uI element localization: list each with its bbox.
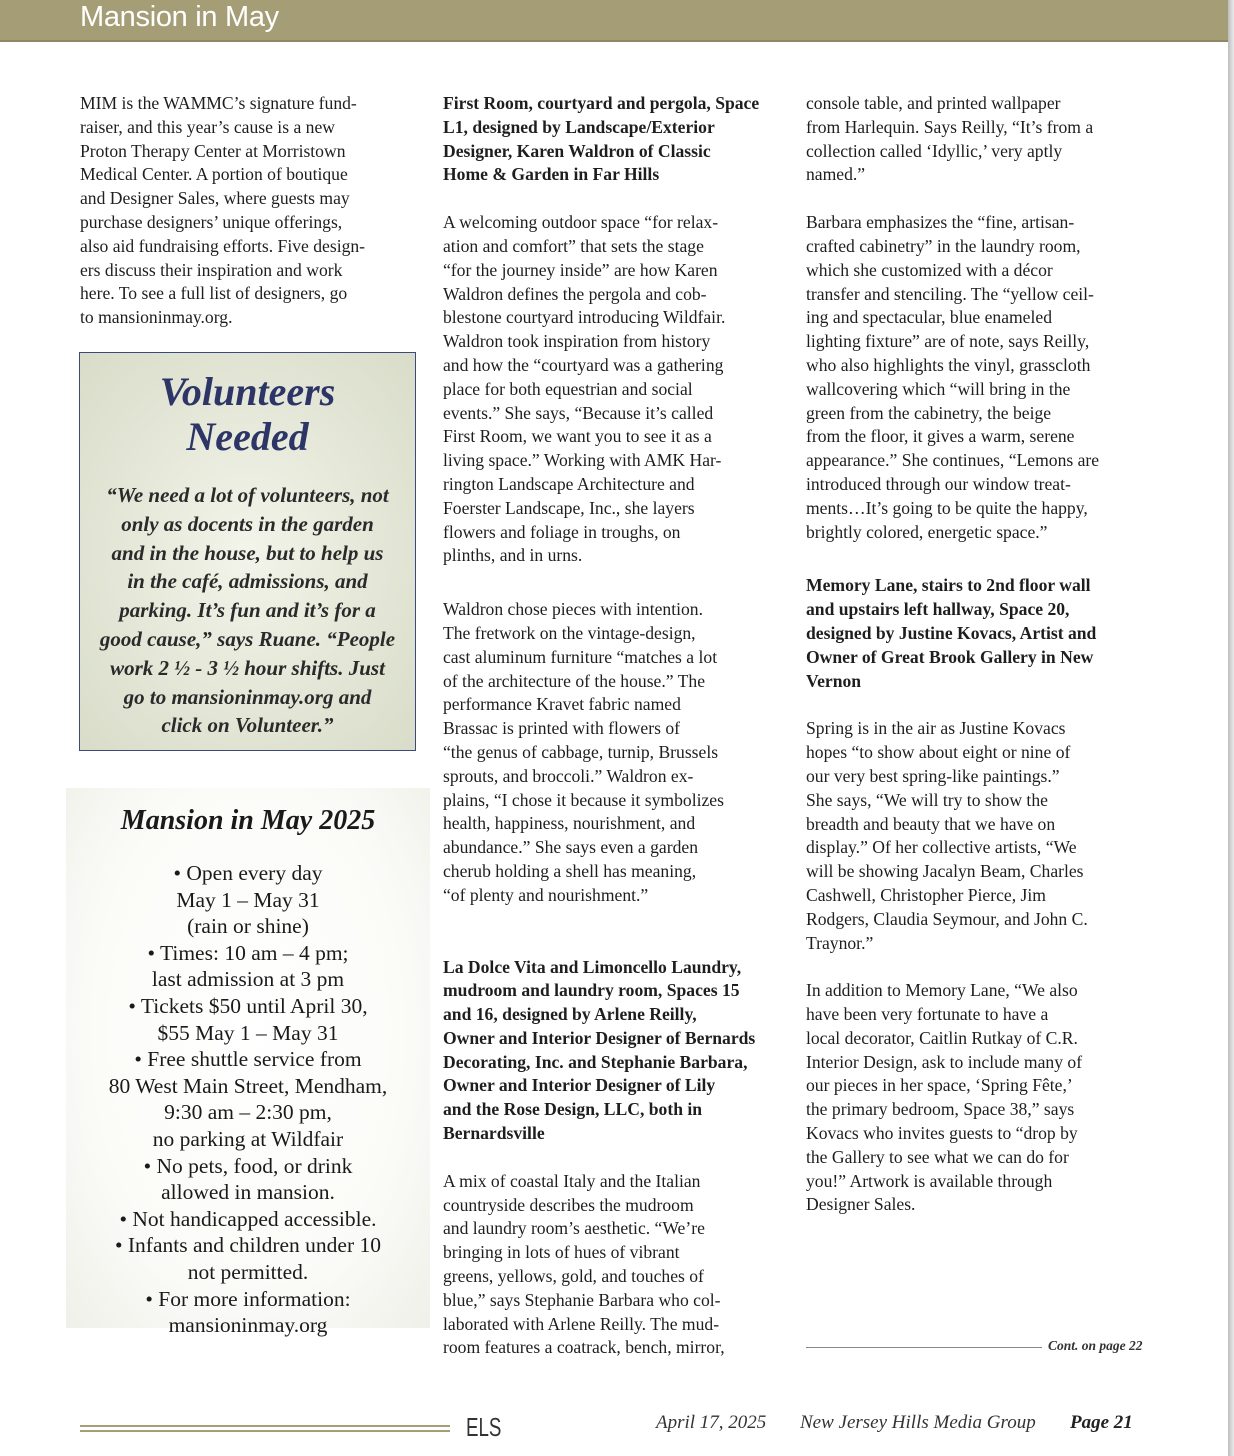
continuation-rule bbox=[806, 1347, 1042, 1348]
text-line: “for the journey inside” are how Karen bbox=[443, 259, 718, 280]
text-line: A welcoming outdoor space “for relax- bbox=[443, 212, 719, 233]
text-line: mansioninmay.org bbox=[168, 1313, 328, 1338]
text-line: • Infants and children under 10 bbox=[114, 1233, 382, 1258]
text-line: health, happiness, nourishment, and bbox=[443, 813, 696, 834]
text-line: designed by Justine Kovacs, Artist and bbox=[806, 622, 1097, 643]
article-paragraph bbox=[806, 717, 1151, 955]
text-line: Designer Sales. bbox=[806, 1194, 916, 1215]
page-number: Page 21 bbox=[1070, 1412, 1133, 1433]
text-line: Waldron chose pieces with intention. bbox=[443, 599, 703, 620]
text-line: click on Volunteer.” bbox=[161, 713, 334, 738]
text-line: and how the “courtyard was a gathering bbox=[443, 354, 724, 375]
text-line: 80 West Main Street, Mendham, bbox=[108, 1073, 388, 1098]
volunteers-quote bbox=[96, 481, 399, 740]
text-line: The fretwork on the vintage-design, bbox=[443, 622, 696, 643]
text-line: • No pets, food, or drink bbox=[143, 1153, 353, 1178]
space-heading-memory-lane bbox=[806, 574, 1151, 693]
text-line: Home & Garden in Far Hills bbox=[443, 164, 660, 185]
text-line: Decorating, Inc. and Stephanie Barbara, bbox=[443, 1051, 748, 1072]
text-line: May 1 – May 31 bbox=[176, 887, 320, 912]
space-heading-la-dolce-vita bbox=[443, 956, 785, 1146]
text-line: bringing in lots of hues of vibrant bbox=[443, 1242, 680, 1263]
text-line: last admission at 3 pm bbox=[151, 967, 345, 992]
text-line: good cause,” says Ruane. “People bbox=[99, 626, 396, 651]
text-line: to mansioninmay.org. bbox=[80, 307, 233, 328]
text-line: Rodgers, Claudia Seymour, and John C. bbox=[806, 908, 1088, 929]
text-line: the Gallery to see what we can do for bbox=[806, 1146, 1069, 1167]
text-line: Waldron took inspiration from history bbox=[443, 331, 711, 352]
text-line: from the floor, it gives a warm, serene bbox=[806, 426, 1075, 447]
text-line: work 2 ½ - 3 ½ hour shifts. Just bbox=[110, 655, 385, 680]
article-paragraph bbox=[443, 211, 785, 568]
text-line: introduced through our window treat- bbox=[806, 473, 1071, 494]
text-line: • Times: 10 am – 4 pm; bbox=[147, 940, 349, 965]
intro-paragraph bbox=[80, 92, 420, 330]
text-line: lighting fixture” are of note, says Reilly, bbox=[806, 331, 1090, 352]
text-line: “We need a lot of volunteers, not bbox=[106, 483, 389, 507]
text-line: In addition to Memory Lane, “We also bbox=[806, 980, 1078, 1001]
text-line: plinths, and in urns. bbox=[443, 545, 583, 566]
text-line: Cashwell, Christopher Pierce, Jim bbox=[806, 884, 1046, 905]
text-line: crafted cabinetry” in the laundry room, bbox=[806, 235, 1081, 256]
text-line: • Open every day bbox=[173, 861, 323, 885]
text-line: and 16, designed by Arlene Reilly, bbox=[443, 1004, 697, 1025]
text-line: $55 May 1 – May 31 bbox=[157, 1020, 339, 1045]
event-info-list bbox=[66, 860, 430, 1339]
text-line: First Room, we want you to see it as a bbox=[443, 426, 712, 447]
text-line: will be showing Jacalyn Beam, Charles bbox=[806, 861, 1084, 882]
text-line: countryside describes the mudroom bbox=[443, 1194, 694, 1215]
text-line: who also highlights the vinyl, grasscloth bbox=[806, 354, 1091, 375]
continuation-note: Cont. on page 22 bbox=[1048, 1338, 1143, 1353]
text-line: here. To see a full list of designers, go bbox=[80, 283, 348, 304]
text-line: Foerster Landscape, Inc., she layers bbox=[443, 497, 695, 518]
text-line: Owner and Interior Designer of Lily bbox=[443, 1075, 716, 1096]
text-line: named.” bbox=[806, 164, 866, 185]
text-line: greens, yellows, gold, and touches of bbox=[443, 1266, 704, 1287]
text-line: MIM is the WAMMC’s signature fund- bbox=[80, 93, 357, 113]
text-line: blestone courtyard introducing Wildfair. bbox=[443, 307, 726, 328]
column-2 bbox=[443, 92, 785, 1360]
text-line: and upstairs left hallway, Space 20, bbox=[806, 599, 1070, 620]
volunteers-title bbox=[80, 369, 415, 459]
text-line: • Free shuttle service from bbox=[134, 1047, 362, 1072]
event-info-box bbox=[66, 788, 430, 1338]
text-line: purchase designers’ unique offerings, bbox=[80, 211, 343, 232]
text-line: abundance.” She says even a garden bbox=[443, 837, 698, 858]
text-line: of the architecture of the house.” The bbox=[443, 670, 705, 691]
volunteers-title-line: Volunteers bbox=[159, 369, 336, 414]
section-title: Mansion in May bbox=[80, 1, 279, 33]
text-line: blue,” says Stephanie Barbara who col- bbox=[443, 1289, 721, 1310]
text-line: hopes “to show about eight or nine of bbox=[806, 742, 1071, 763]
text-line: “of plenty and nourishment.” bbox=[443, 884, 649, 905]
text-line: breadth and beauty that we have on bbox=[806, 813, 1056, 834]
text-line: go to mansioninmay.org and bbox=[123, 684, 372, 709]
space-heading-first-room bbox=[443, 92, 785, 187]
text-line: and Designer Sales, where guests may bbox=[80, 188, 350, 209]
text-line: console table, and printed wallpaper bbox=[806, 93, 1061, 113]
text-line: events.” She says, “Because it’s called bbox=[443, 402, 714, 423]
article-paragraph bbox=[443, 598, 785, 907]
text-line: appearance.” She continues, “Lemons are bbox=[806, 450, 1100, 471]
text-line: Proton Therapy Center at Morristown bbox=[80, 140, 346, 161]
text-line: the primary bedroom, Space 38,” says bbox=[806, 1099, 1075, 1120]
text-line: She says, “We will try to show the bbox=[806, 789, 1048, 810]
text-line: ments…It’s going to be quite the happy, bbox=[806, 497, 1088, 518]
page-edge bbox=[1228, 0, 1234, 1456]
text-line: A mix of coastal Italy and the Italian bbox=[443, 1170, 701, 1191]
event-info-title: Mansion in May 2025 bbox=[120, 805, 376, 836]
text-line: wallcovering which “will bring in the bbox=[806, 378, 1071, 399]
article-paragraph bbox=[443, 1170, 785, 1360]
text-line: Vernon bbox=[806, 670, 862, 691]
text-line: cherub holding a shell has meaning, bbox=[443, 860, 697, 881]
text-line: La Dolce Vita and Limoncello Laundry, bbox=[443, 956, 742, 977]
footer-publisher: New Jersey Hills Media Group bbox=[800, 1412, 1036, 1433]
text-line: ing and spectacular, blue enameled bbox=[806, 307, 1052, 328]
text-line: you!” Artwork is available through bbox=[806, 1170, 1053, 1191]
text-line: parking. It’s fun and it’s for a bbox=[119, 598, 376, 623]
text-line: Interior Design, ask to include many of bbox=[806, 1051, 1083, 1072]
text-line: mudroom and laundry room, Spaces 15 bbox=[443, 980, 740, 1001]
footer-rule bbox=[80, 1425, 450, 1435]
text-line: and laundry room’s aesthetic. “We’re bbox=[443, 1218, 705, 1239]
text-line: not permitted. bbox=[187, 1259, 309, 1284]
header-bar bbox=[0, 0, 1228, 42]
text-line: green from the cabinetry, the beige bbox=[806, 402, 1052, 423]
text-line: performance Kravet fabric named bbox=[443, 694, 681, 715]
text-line: 9:30 am – 2:30 pm, bbox=[164, 1100, 332, 1125]
column-1 bbox=[80, 92, 420, 330]
footer-logo: ELS bbox=[466, 1412, 502, 1442]
text-line: • For more information: bbox=[145, 1286, 351, 1311]
text-line: laborated with Arlene Reilly. The mud- bbox=[443, 1313, 720, 1334]
text-line: living space.” Working with AMK Har- bbox=[443, 450, 722, 471]
text-line: ation and comfort” that sets the stage bbox=[443, 235, 704, 256]
text-line: Spring is in the air as Justine Kovacs bbox=[806, 718, 1066, 739]
text-line: from Harlequin. Says Reilly, “It’s from a bbox=[806, 116, 1094, 137]
text-line: only as docents in the garden bbox=[121, 511, 374, 536]
text-line: and the Rose Design, LLC, both in bbox=[443, 1099, 703, 1120]
footer-date: April 17, 2025 bbox=[656, 1412, 767, 1433]
text-line: ers discuss their inspiration and work bbox=[80, 259, 343, 280]
text-line: Kovacs who invites guests to “drop by bbox=[806, 1123, 1078, 1144]
text-line: Owner of Great Brook Gallery in New bbox=[806, 646, 1094, 667]
text-line: our very best spring-like paintings.” bbox=[806, 765, 1060, 786]
column-3 bbox=[806, 92, 1151, 1217]
text-line: Designer, Karen Waldron of Classic bbox=[443, 140, 711, 161]
text-line: and in the house, but to help us bbox=[111, 540, 384, 565]
article-paragraph bbox=[806, 979, 1151, 1217]
text-line: (rain or shine) bbox=[187, 914, 309, 939]
text-line: Memory Lane, stairs to 2nd floor wall bbox=[806, 575, 1091, 596]
text-line: “the genus of cabbage, turnip, Brussels bbox=[443, 741, 719, 762]
text-line: plains, “I chose it because it symbolizes bbox=[443, 789, 724, 810]
text-line: also aid fundraising efforts. Five design- bbox=[80, 235, 366, 256]
text-line: Owner and Interior Designer of Bernards bbox=[443, 1027, 756, 1048]
text-line: Medical Center. A portion of boutique bbox=[80, 164, 348, 185]
text-line: • Tickets $50 until April 30, bbox=[128, 993, 368, 1018]
text-line: allowed in mansion. bbox=[161, 1180, 335, 1205]
text-line: • Not handicapped accessible. bbox=[119, 1206, 377, 1231]
text-line: in the café, admissions, and bbox=[127, 569, 368, 594]
article-paragraph bbox=[806, 211, 1151, 544]
text-line: local decorator, Caitlin Rutkay of C.R. bbox=[806, 1027, 1078, 1048]
volunteers-title-line: Needed bbox=[186, 414, 309, 459]
volunteers-box bbox=[79, 352, 416, 751]
text-line: room features a coatrack, bench, mirror, bbox=[443, 1337, 725, 1358]
text-line: cast aluminum furniture “matches a lot bbox=[443, 646, 718, 667]
text-line: raiser, and this year’s cause is a new bbox=[80, 116, 335, 137]
text-line: display.” Of her collective artists, “We bbox=[806, 837, 1077, 858]
text-line: flowers and foliage in troughs, on bbox=[443, 521, 681, 542]
text-line: have been very fortunate to have a bbox=[806, 1004, 1049, 1025]
text-line: Waldron defines the pergola and cob- bbox=[443, 283, 707, 304]
text-line: L1, designed by Landscape/Exterior bbox=[443, 116, 715, 137]
text-line: our pieces in her space, ‘Spring Fête,’ bbox=[806, 1075, 1073, 1096]
article-paragraph bbox=[806, 92, 1151, 187]
text-line: brightly colored, energetic space.” bbox=[806, 521, 1048, 542]
text-line: Barbara emphasizes the “fine, artisan- bbox=[806, 212, 1075, 233]
text-line: place for both equestrian and social bbox=[443, 378, 693, 399]
text-line: which she customized with a décor bbox=[806, 259, 1053, 280]
text-line: sprouts, and broccoli.” Waldron ex- bbox=[443, 765, 694, 786]
text-line: rington Landscape Architecture and bbox=[443, 473, 695, 494]
text-line: collection called ‘Idyllic,’ very aptly bbox=[806, 140, 1063, 161]
text-line: no parking at Wildfair bbox=[152, 1126, 344, 1151]
text-line: Bernardsville bbox=[443, 1123, 545, 1144]
text-line: Brassac is printed with flowers of bbox=[443, 718, 680, 739]
text-line: transfer and stenciling. The “yellow ceil- bbox=[806, 283, 1094, 304]
text-line: Traynor.” bbox=[806, 932, 874, 953]
text-line: First Room, courtyard and pergola, Space bbox=[443, 93, 760, 113]
